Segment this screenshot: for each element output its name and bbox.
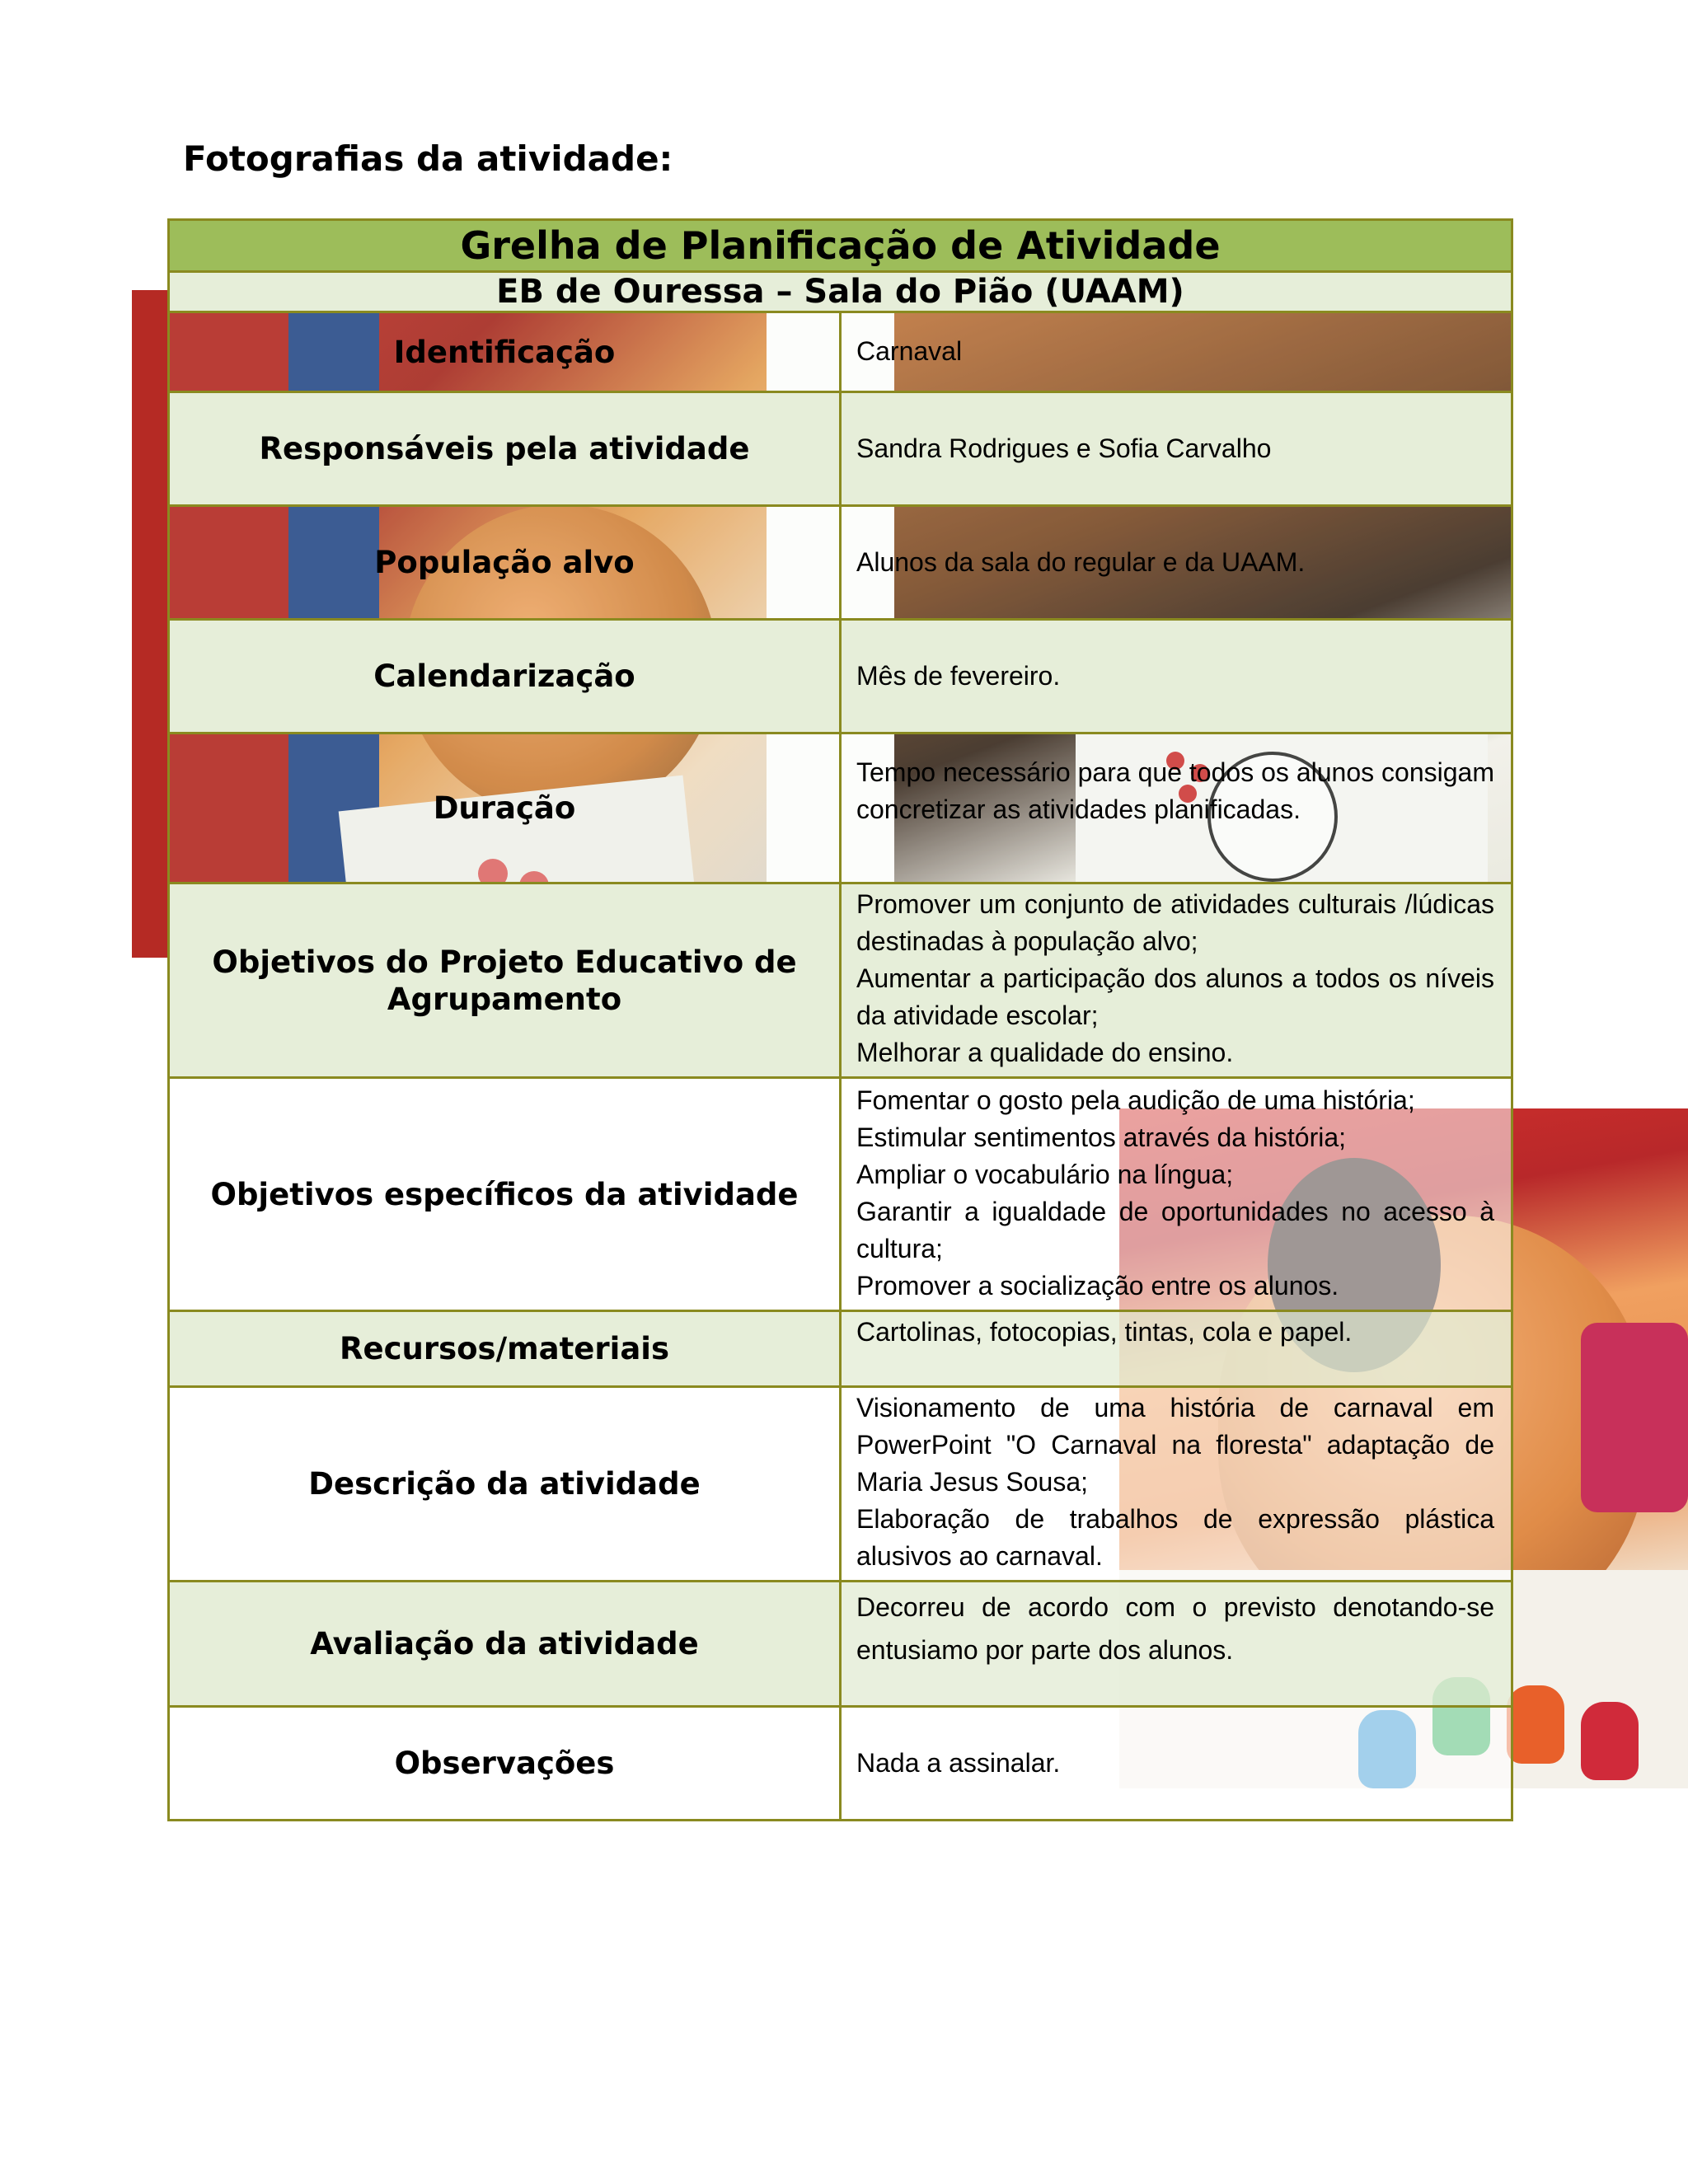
- table-row: [169, 1707, 1512, 1821]
- table-row: [169, 1311, 1512, 1387]
- row-value-objetivos-projeto: [841, 883, 1512, 1078]
- row-value-descricao: [841, 1387, 1512, 1582]
- value-line: Melhorar a qualidade do ensino.: [856, 1038, 1234, 1067]
- row-label-recursos: Recursos/materiais: [169, 1311, 841, 1387]
- activity-planning-grid: [167, 218, 1513, 1821]
- backpack-shape: [1581, 1323, 1688, 1512]
- value-line: Alunos da sala do regular e da UAAM.: [856, 547, 1306, 577]
- value-line: Promover um conjunto de atividades culturais /lúdicas destinadas à população alvo;: [856, 889, 1494, 956]
- row-label-avaliacao: Avaliação da atividade: [169, 1582, 841, 1707]
- row-value-recursos: [841, 1311, 1512, 1387]
- paint-jar-shape: [1581, 1702, 1639, 1780]
- value-line: Elaboração de trabalhos de expressão plástica alusivos ao carnaval.: [856, 1504, 1494, 1571]
- value-line: Visionamento de uma história de carnaval em PowerPoint "O Carnaval na floresta" adaptação de Maria Jesus Sousa;: [856, 1393, 1494, 1497]
- row-label-responsaveis: Responsáveis pela atividade: [169, 392, 841, 506]
- value-line: Sandra Rodrigues e Sofia Carvalho: [856, 434, 1272, 463]
- row-label-duracao: Duração: [169, 733, 841, 883]
- row-label-objetivos-projeto: Objetivos do Projeto Educativo de Agrupamento: [169, 883, 841, 1078]
- table-row: [169, 392, 1512, 506]
- row-value-calendarizacao: [841, 620, 1512, 733]
- value-line: Cartolinas, fotocopias, tintas, cola e papel.: [856, 1317, 1353, 1347]
- value-line: Garantir a igualdade de oportunidades no acesso à cultura;: [856, 1197, 1494, 1263]
- table-row: [169, 1078, 1512, 1311]
- table-row: [169, 506, 1512, 620]
- table-row: [169, 620, 1512, 733]
- grid-subtitle: EB de Ouressa – Sala do Pião (UAAM): [169, 272, 1512, 312]
- row-value-identificacao: [841, 312, 1512, 392]
- row-value-duracao: [841, 733, 1512, 883]
- value-line: Estimular sentimentos através da história;: [856, 1122, 1347, 1152]
- row-label-identificacao: Identificação: [169, 312, 841, 392]
- value-line: Aumentar a participação dos alunos a todos os níveis da atividade escolar;: [856, 963, 1494, 1030]
- value-line: Nada a assinalar.: [856, 1748, 1061, 1778]
- row-value-objetivos-especificos: [841, 1078, 1512, 1311]
- row-label-objetivos-especificos: Objetivos específicos da atividade: [169, 1078, 841, 1311]
- table-row: [169, 1582, 1512, 1707]
- table-row: [169, 733, 1512, 883]
- row-value-populacao: [841, 506, 1512, 620]
- value-line: Fomentar o gosto pela audição de uma história;: [856, 1085, 1415, 1115]
- table-row: [169, 312, 1512, 392]
- table-row: [169, 883, 1512, 1078]
- value-line: Tempo necessário para que todos os alunos consigam concretizar as atividades planificadas.: [856, 757, 1494, 824]
- page-heading: Fotografias da atividade:: [183, 138, 673, 179]
- row-label-calendarizacao: Calendarização: [169, 620, 841, 733]
- value-line: Carnaval: [856, 336, 963, 366]
- value-line: Ampliar o vocabulário na língua;: [856, 1160, 1234, 1189]
- table-row: [169, 1387, 1512, 1582]
- row-label-populacao: População alvo: [169, 506, 841, 620]
- value-line: Decorreu de acordo com o previsto denotando-se entusiamo por parte dos alunos.: [856, 1592, 1494, 1665]
- row-label-observacoes: Observações: [169, 1707, 841, 1821]
- row-value-responsaveis: [841, 392, 1512, 506]
- value-line: Mês de fevereiro.: [856, 661, 1061, 691]
- grid-title: Grelha de Planificação de Atividade: [169, 220, 1512, 272]
- value-line: Promover a socialização entre os alunos.: [856, 1271, 1339, 1301]
- paint-jar-shape: [1507, 1685, 1564, 1764]
- row-label-descricao: Descrição da atividade: [169, 1387, 841, 1582]
- row-value-avaliacao: [841, 1582, 1512, 1707]
- row-value-observacoes: [841, 1707, 1512, 1821]
